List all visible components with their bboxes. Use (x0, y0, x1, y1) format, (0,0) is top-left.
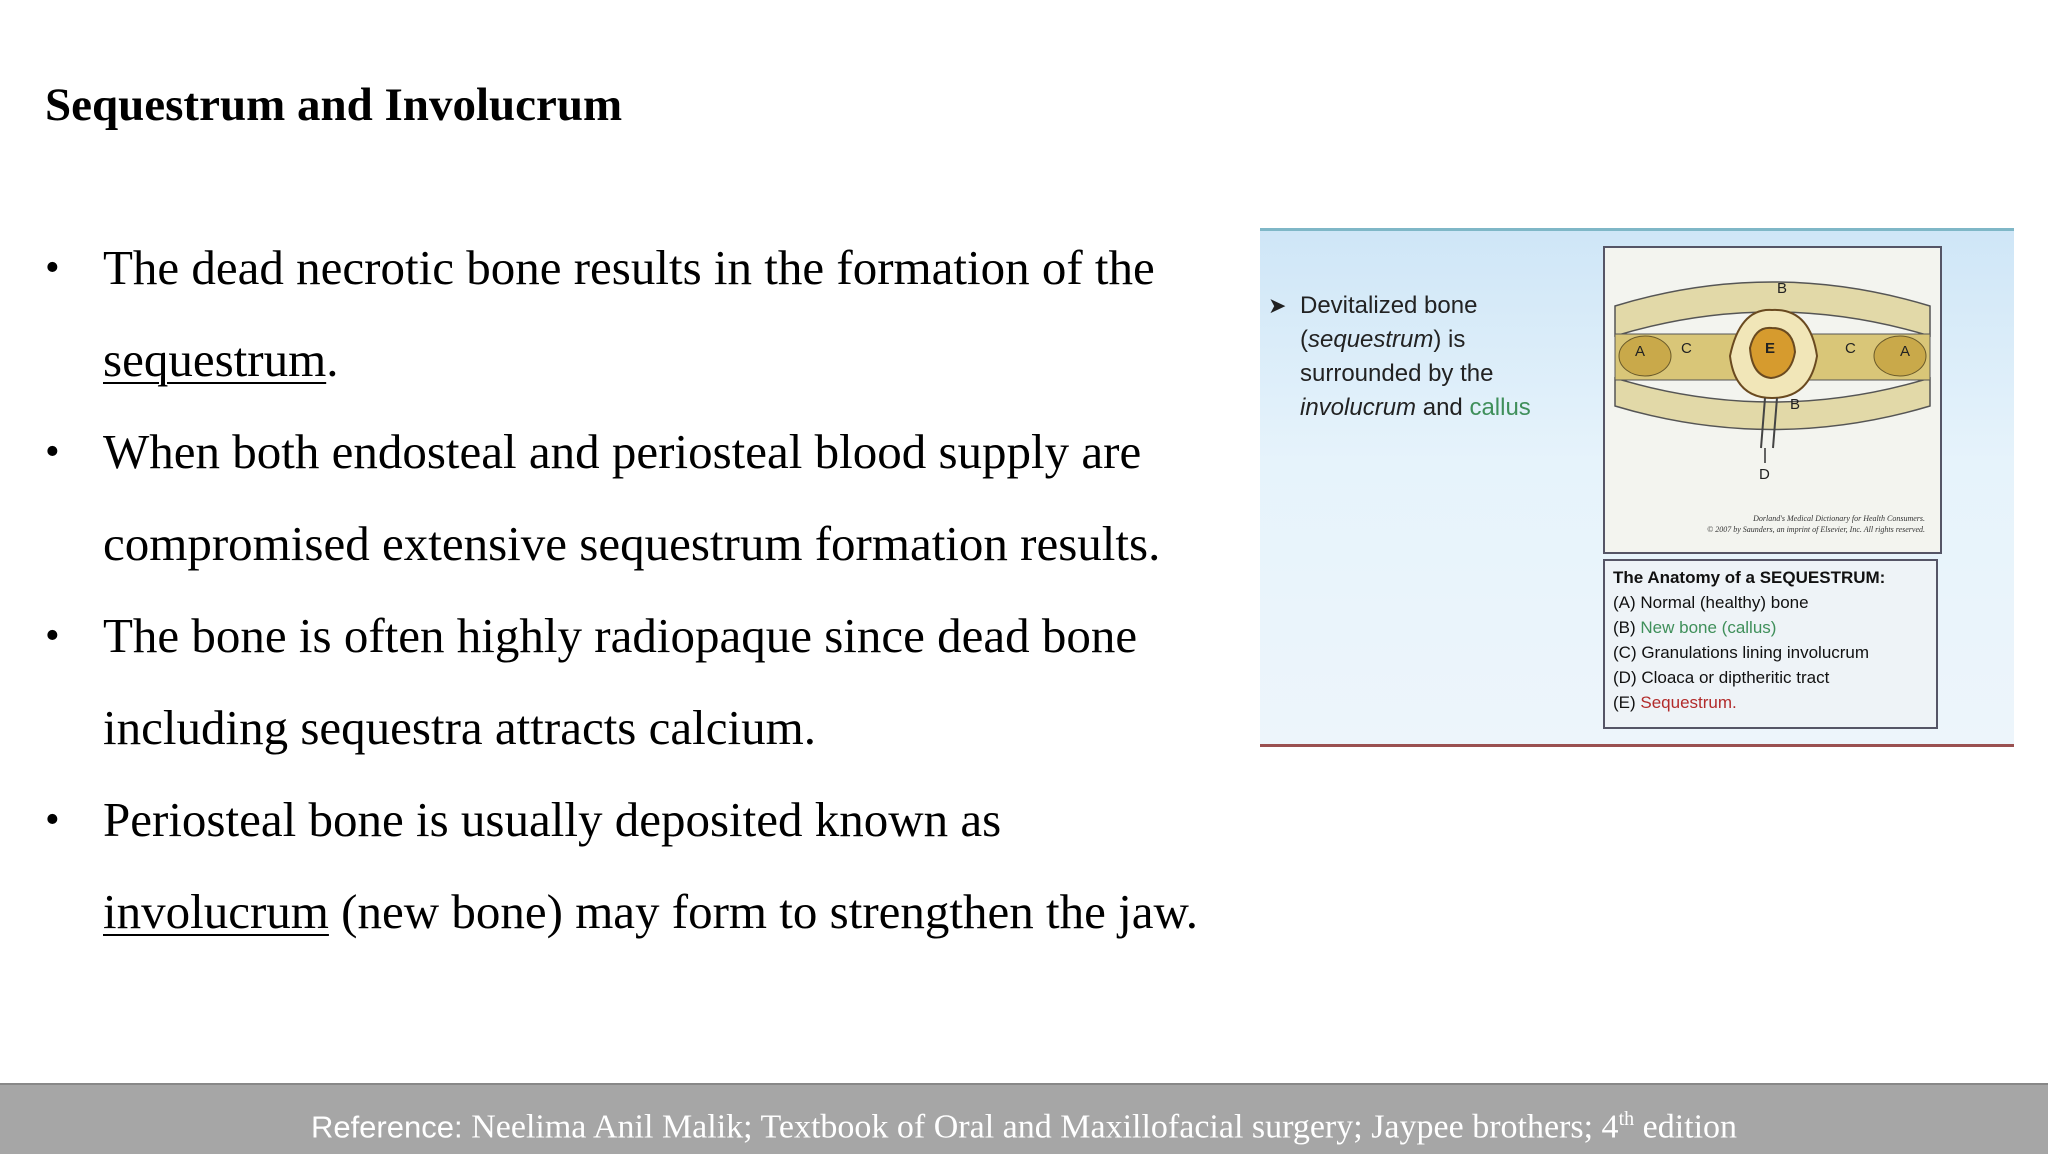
legend-item: (D) Cloaca or diptheritic tract (1613, 668, 1830, 687)
edition-superscript: th (1618, 1108, 1635, 1130)
bullet-icon: • (45, 429, 60, 475)
reference-footer (0, 1083, 2048, 1154)
legend-item: (B) New bone (callus) (1613, 618, 1777, 637)
sequestrum-term: sequestrum (103, 332, 327, 387)
bone-cross-section-illustration (1605, 248, 1940, 552)
bullet-text: Periosteal bone is usually deposited known as (103, 792, 1002, 847)
reference-label: Reference: (310, 1109, 472, 1145)
note-line: surrounded by the (1300, 360, 1494, 387)
bone-diagram (1603, 246, 1942, 554)
label-b-bottom: B (1790, 396, 1801, 413)
bullet-list (45, 222, 1235, 958)
bullet-item (45, 222, 1235, 406)
label-c-right: C (1845, 340, 1856, 357)
bullet-icon: • (45, 613, 60, 659)
slide-title: Sequestrum and Involucrum (45, 79, 623, 131)
reference-edition: edition (1634, 1108, 1738, 1146)
legend-item: (E) Sequestrum. (1613, 693, 1737, 712)
bullet-text: (new bone) may form to strengthen the jaw. (328, 884, 1198, 939)
label-d: D (1759, 466, 1770, 483)
label-a-right: A (1900, 343, 1911, 360)
sequestrum-figure (1260, 228, 2014, 747)
legend-title: The Anatomy of a SEQUESTRUM: (1613, 568, 1886, 587)
label-b-top: B (1777, 280, 1788, 297)
involucrum-term: involucrum (103, 884, 329, 939)
note-line: involucrum and callus (1300, 394, 1531, 421)
figure-legend (1603, 559, 1938, 729)
label-a-left: A (1635, 343, 1646, 360)
figure-credit: Dorland's Medical Dictionary for Health Consumers. © 2007 by Saunders, an imprint of Elsevier, Inc. All rights reserved. (1707, 514, 1925, 534)
bullet-item (45, 590, 1235, 774)
bullet-icon: • (45, 245, 60, 291)
note-line: (sequestrum) is (1300, 326, 1466, 353)
legend-item: (A) Normal (healthy) bone (1613, 593, 1809, 612)
reference-citation: Neelima Anil Malik; Textbook of Oral and Maxillofacial surgery; Jaypee brothers; 4 (471, 1108, 1619, 1146)
figure-note (1268, 289, 1560, 425)
label-e: E (1765, 340, 1776, 357)
bullet-item (45, 774, 1235, 958)
arrow-bullet-icon: ➤ (1268, 293, 1287, 318)
bullet-icon: • (45, 797, 60, 843)
legend-item: (C) Granulations lining involucrum (1613, 643, 1870, 662)
note-line: Devitalized bone (1300, 292, 1478, 319)
bullet-item (45, 406, 1235, 590)
bullet-text: The dead necrotic bone results in the formation of the (103, 240, 1155, 295)
bullet-text: . (326, 332, 339, 387)
bullet-text: When both endosteal and periosteal blood supply are compromised extensive sequestrum formation results. (103, 424, 1161, 571)
bullet-text: The bone is often highly radiopaque since dead bone including sequestra attracts calcium. (103, 608, 1138, 755)
label-c-left: C (1681, 340, 1692, 357)
